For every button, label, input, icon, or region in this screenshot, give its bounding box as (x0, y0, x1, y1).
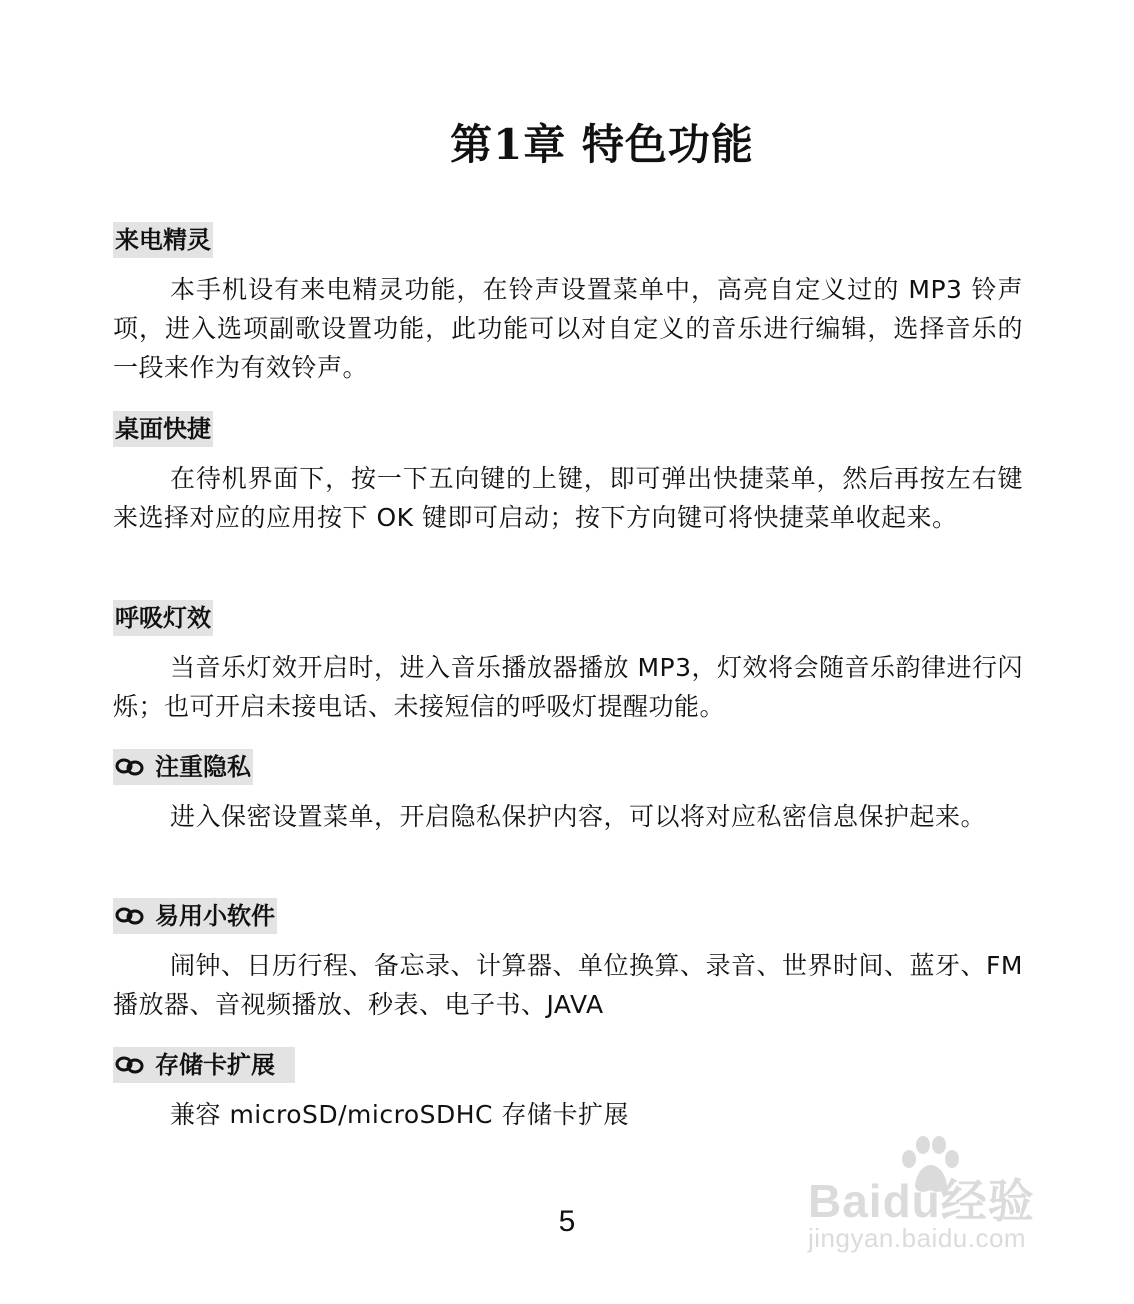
section-heading (113, 898, 277, 934)
section-caller-sprite (113, 222, 1023, 387)
section-heading-label: 存储卡扩展 (155, 1051, 275, 1079)
section-heading (113, 749, 253, 785)
watermark-brand: Baidu经验 (808, 1175, 1035, 1227)
watermark-url: jingyan.baidu.com (808, 1223, 1027, 1253)
section-heading-label: 来电精灵 (115, 226, 211, 254)
section-heading-label: 呼吸灯效 (115, 604, 211, 632)
section-body: 兼容 microSD/microSDHC 存储卡扩展 (170, 1100, 629, 1129)
section-heading (113, 411, 213, 447)
section-heading (113, 600, 213, 636)
section-storage-card (113, 1047, 1023, 1134)
link-bullet-icon (115, 1054, 145, 1074)
section-heading (113, 1047, 295, 1083)
page-number: 5 (558, 1205, 576, 1238)
chapter-title: 第1章 特色功能 (450, 120, 754, 169)
section-body: 闹钟、日历行程、备忘录、计算器、单位换算、录音、世界时间、蓝牙、FM 播放器、音视频播放、秒表、电子书、JAVA (113, 951, 1023, 1019)
section-body: 进入保密设置菜单，开启隐私保护内容，可以将对应私密信息保护起来。 (170, 802, 987, 831)
section-heading-label: 桌面快捷 (115, 415, 211, 443)
section-desktop-shortcut (113, 411, 1023, 537)
section-easy-apps (113, 898, 1023, 1024)
section-heading-label: 易用小软件 (155, 902, 275, 930)
section-breathing-light (113, 600, 1023, 726)
section-heading-label: 注重隐私 (155, 753, 251, 781)
watermark (800, 1135, 1070, 1260)
section-privacy (113, 749, 1023, 836)
link-bullet-icon (115, 905, 145, 925)
section-body: 本手机设有来电精灵功能，在铃声设置菜单中，高亮自定义过的 MP3 铃声项，进入选项副歌设置功能，此功能可以对自定义的音乐进行编辑，选择音乐的一段来作为有效铃声。 (113, 275, 1023, 382)
section-heading (113, 222, 213, 258)
section-body: 在待机界面下，按一下五向键的上键，即可弹出快捷菜单，然后再按左右键来选择对应的应用按下 OK 键即可启动；按下方向键可将快捷菜单收起来。 (113, 464, 1023, 532)
section-body: 当音乐灯效开启时，进入音乐播放器播放 MP3，灯效将会随音乐韵律进行闪烁；也可开启未接电话、未接短信的呼吸灯提醒功能。 (113, 653, 1024, 721)
link-bullet-icon (115, 756, 145, 776)
